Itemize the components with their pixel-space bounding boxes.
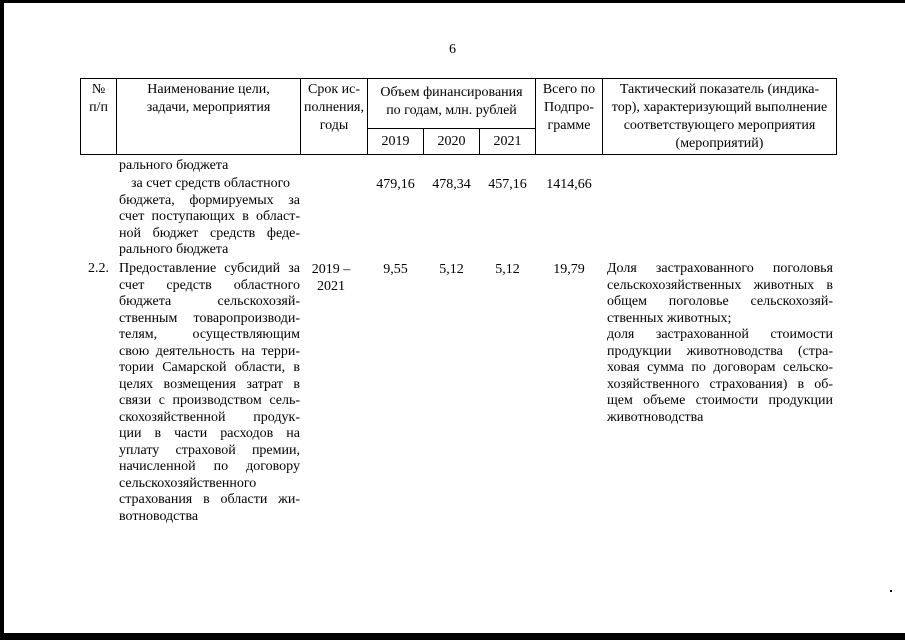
header-col-name: Наименование цели, задачи, мероприятия [146,82,271,115]
item-2-2-number: 2.2. [88,261,109,276]
header-col-indicator: Тактический показатель (индика- тор), характеризующий выполнение соответствующего мероприятия (мероприятий) [611,82,828,151]
justified-word: средств [166,277,212,293]
justified-word: счет [119,277,145,293]
header-col-funding: Объем финансирования по годам, млн. рублей [380,85,523,118]
header-col-term: Срок ис- полнения, годы [304,82,364,133]
scan-edge-top [0,0,905,3]
item-2-2-indicator: Доля застрахованного поголовья сельскохозяйственных животных в общем поголовье сельскохозяй- ственных животных; доля застрахованной стоимости продукции животноводства (стра- ховая сумма по договорам сельско- хозяйственного страхования) в об- щем объеме стоимости продукции животноводства [607,261,833,425]
item-2-2-name: Предоставление субсидий за счет средств областного бюджета сельскохозяй- ственным товаропроизводи- телям, осуществляющим свою деятельность на терри- тории Самарской области, в целях возмещения затрат в связи с производством сель- скохозяйственной продук- ции в части расходов на уплату страховой премии, начисленной по договору сельскохозяйственного страхования в области жи- вотноводства [119,261,300,524]
item-2-2-term: 2019 – 2021 [311,262,351,294]
continuation-text: рального бюджета [119,158,229,173]
item-2-2-total: 19,79 [553,262,585,277]
header-year-2020: 2020 [437,134,466,149]
item-2-2-2019: 9,55 [383,262,408,277]
item-2-2-name-line-2 [119,278,300,295]
scan-edge-left [0,0,4,640]
justified-word: областного [233,277,300,293]
page-number: 6 [449,42,456,57]
header-col-number: № п/п [89,82,108,115]
scan-speck [890,590,892,592]
regional-funding-2021: 457,16 [488,177,527,192]
regional-funding-name: за счет средств областного бюджета, формируемых за счет поступающих в област- ной бюджет средств феде- рального бюджета [119,176,300,257]
header-year-2019: 2019 [381,134,410,149]
item-2-2-2020: 5,12 [439,262,464,277]
header-col-total: Всего по Подпро- грамме [542,82,596,133]
item-2-2-2021: 5,12 [495,262,520,277]
header-year-2021: 2021 [493,134,522,149]
regional-funding-2020: 478,34 [432,177,471,192]
regional-funding-2019: 479,16 [376,177,415,192]
regional-funding-total: 1414,66 [546,177,592,192]
scan-edge-bottom [0,633,905,640]
